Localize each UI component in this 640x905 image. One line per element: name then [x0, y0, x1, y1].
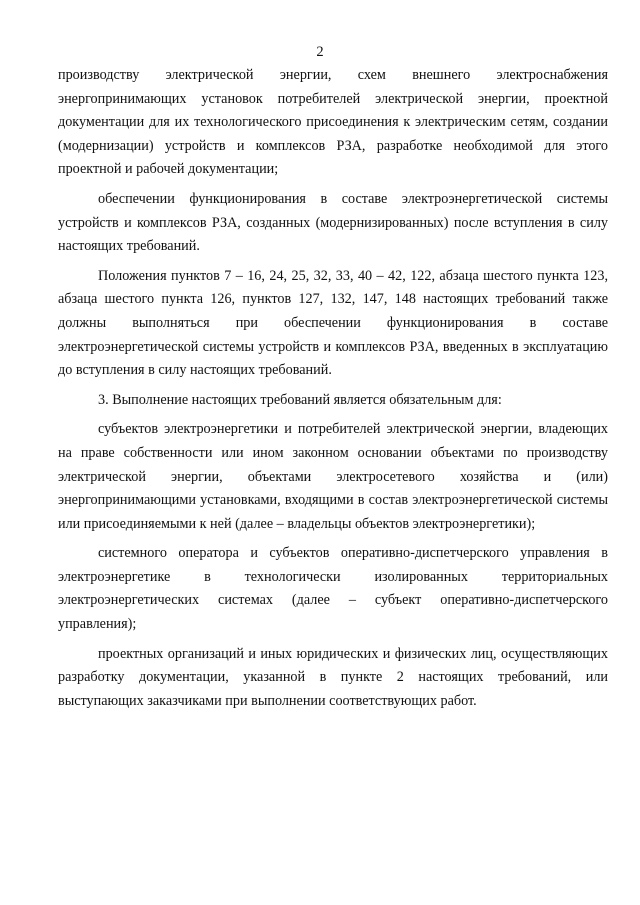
page-number: 2: [316, 44, 324, 60]
paragraph-provisions: Положения пунктов 7 – 16, 24, 25, 32, 33, 40 – 42, 122, абзаца шестого пункта 123, абзаца шестого пункта 126, пунктов 127, 132, 147, 148 настоящих требований также должны выполняться при обеспечении функционирования в составе электроэнергетической системы устройств и комплексов РЗА, введенных в эксплуатацию до вступления в силу настоящих требований.: [58, 267, 608, 379]
paragraph-subjects: субъектов электроэнергетики и потребителей электрической энергии, владеющих на праве собственности или ином законном основании объектами по производству электрической энергии, объектами электросетевого хозяйства и (или) энергопринимающими установками, входящими в состав электроэнергетической системы или присоединяемыми к ней (далее – владельцы объектов электроэнергетики);: [58, 421, 608, 532]
paragraph-system-operator: системного оператора и субъектов оперативно-диспетчерского управления в электроэнергетике в технологически изолированных территориальных электроэнергетических системах (далее – субъект оперативно-диспетчерского управления);: [58, 545, 608, 633]
paragraph-design-organizations: проектных организаций и иных юридических и физических лиц, осуществляющих разработку документации, указанной в пункте 2 настоящих требований, или выступающих заказчиками при выполнении соответствующих работ.: [58, 645, 608, 709]
paragraph-continuation: производству электрической энергии, схем внешнего электроснабжения энергопринимающих установок потребителей электрической энергии, проектной документации для их технологического присоединения к электрическим сетям, создании (модернизации) устройств и комплексов РЗА, разработке необходимой для этого проектной и рабочей документации;: [58, 67, 608, 178]
document-body: [58, 64, 608, 719]
paragraph-item-3: 3. Выполнение настоящих требований является обязательным для:: [98, 391, 502, 408]
paragraph-functioning: обеспечении функционирования в составе электроэнергетической системы устройств и комплексов РЗА, созданных (модернизированных) после вступления в силу настоящих требований.: [58, 190, 608, 255]
